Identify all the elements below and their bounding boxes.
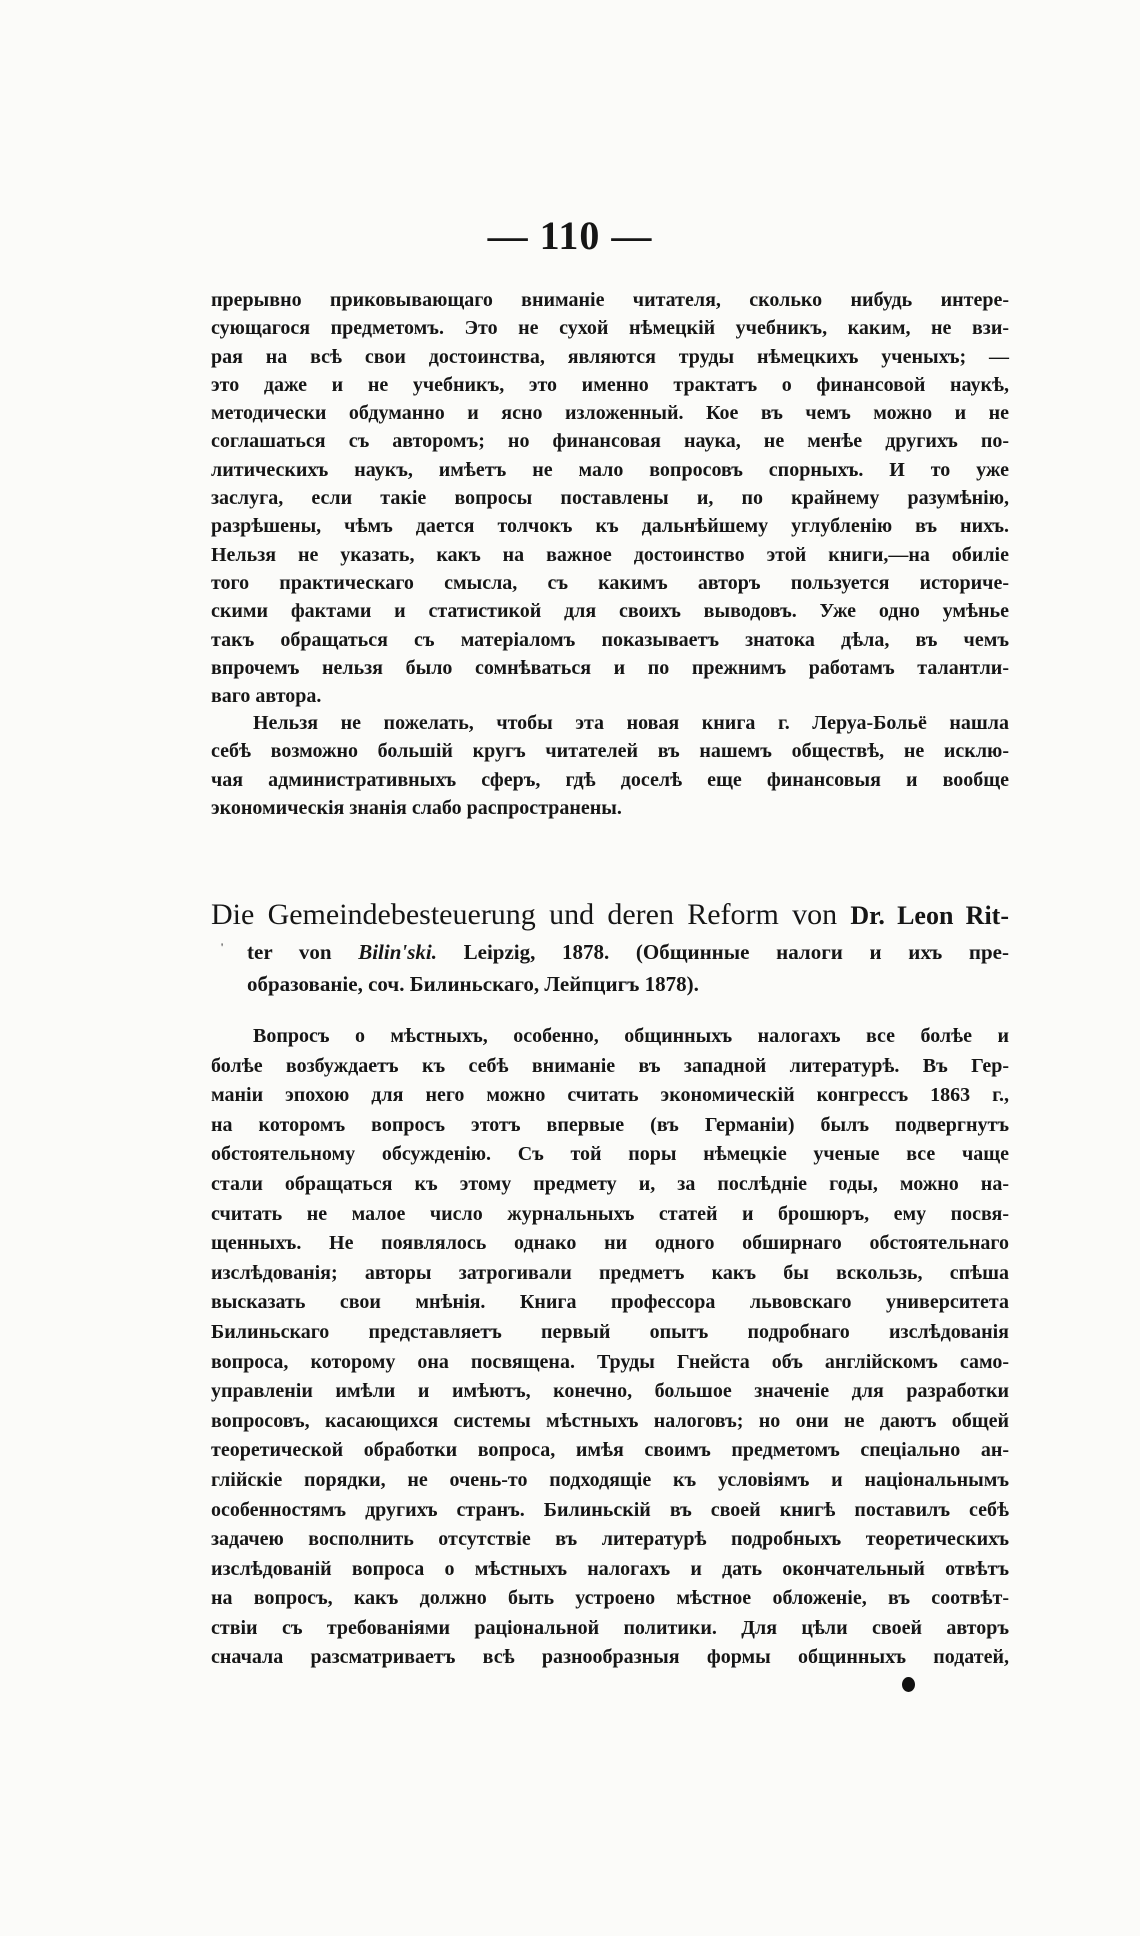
text-line: изслѣдованій вопроса о мѣстныхъ налогахъ и дать окончательный отвѣтъ bbox=[211, 1557, 1009, 1580]
text-line: ствіи съ требованіями раціональной политики. Для цѣли своей авторъ bbox=[211, 1616, 1009, 1639]
text-line: впрочемъ нельзя было сомнѣваться и по прежнимъ работамъ талантли- bbox=[211, 656, 1009, 679]
text-line: ваго автора. bbox=[211, 685, 322, 708]
text-line: теоретической обработки вопроса, имѣя своимъ предметомъ спеціально ан- bbox=[211, 1439, 1009, 1462]
text-line: маніи эпохою для него можно считать экономическій конгрессъ 1863 г., bbox=[211, 1084, 1009, 1107]
text-line: того практическаго смысла, съ какимъ авторъ пользуется историче- bbox=[211, 571, 1009, 594]
text-line: глійскіе порядки, не очень-то подходящіе къ условіямъ и національнымъ bbox=[211, 1468, 1009, 1491]
text-line: Нельзя не указать, какъ на важное достоинство этой книги,—на обиліе bbox=[211, 543, 1009, 566]
margin-mark: ' bbox=[221, 940, 224, 954]
text-line: болѣе возбуждаетъ къ себѣ вниманіе въ западной литературѣ. Въ Гер- bbox=[211, 1054, 1009, 1077]
heading-author-prefix: Dr. Leon Rit- bbox=[850, 901, 1010, 930]
text-line: особенностямъ другихъ странъ. Билиньскій въ своей книгѣ поставилъ себѣ bbox=[211, 1498, 1009, 1521]
text-line: Билиньскаго представляетъ первый опытъ подробнаго изслѣдованія bbox=[211, 1320, 1009, 1343]
text-line: такъ обращаться съ матеріаломъ показываетъ знатока дѣла, въ чемъ bbox=[211, 628, 1009, 651]
text-line: литическихъ наукъ, имѣетъ не мало вопросовъ спорныхъ. И то уже bbox=[211, 458, 1009, 481]
text-line: щенныхъ. Не появлялось однако ни одного обширнаго обстоятельнаго bbox=[211, 1232, 1009, 1255]
text-line: высказать свои мнѣнія. Книга профессора львовскаго университета bbox=[211, 1291, 1009, 1314]
text-line: сующагося предметомъ. Это не сухой нѣмецкій учебникъ, каким, не взи- bbox=[211, 317, 1009, 340]
text-line: на которомъ вопросъ этотъ впервые (въ Германіи) былъ подвергнутъ bbox=[211, 1113, 1009, 1136]
heading-line-2 bbox=[211, 936, 1009, 968]
text-line: методически обдуманно и ясно изложенный. Кое въ чемъ можно и не bbox=[211, 402, 1009, 425]
text-line: вопросовъ, касающихся системы мѣстныхъ налоговъ; но они не даютъ общей bbox=[211, 1409, 1009, 1432]
page-number: — 110 — bbox=[487, 213, 653, 258]
text-line: разрѣшены, чѣмъ дается толчокъ къ дальнѣйшему углубленію въ нихъ. bbox=[211, 515, 1009, 538]
heading-line-3: образованіе, соч. Билиньскаго, Лейпцигъ 1878). bbox=[247, 972, 699, 996]
ink-dot bbox=[902, 1677, 915, 1692]
text-line: Нельзя не пожелать, чтобы эта новая книга г. Леруа-Больё нашла bbox=[253, 712, 1009, 734]
text-line: управленіи имѣли и имѣютъ, конечно, большое значеніе для разработки bbox=[211, 1380, 1009, 1403]
text-line: вопроса, которому она посвящена. Труды Гнейста объ англійскомъ само- bbox=[211, 1350, 1009, 1373]
text-line: задачею восполнить отсутствіе въ литературѣ подробныхъ теоретическихъ bbox=[211, 1528, 1009, 1551]
text-line: считать не малое число журнальныхъ статей и брошюръ, ему посвя- bbox=[211, 1202, 1009, 1225]
paragraph-wish bbox=[211, 709, 1009, 822]
text-line: это даже и не учебникъ, это именно трактатъ о финансовой наукѣ, bbox=[211, 373, 1009, 396]
heading-von: von bbox=[792, 898, 838, 931]
book-title-german: Die Gemeindebesteuerung und deren Reform bbox=[211, 898, 779, 931]
text-line: прерывно приковывающаго вниманіе читателя, сколько нибудь интере- bbox=[211, 289, 1009, 311]
text-line: обстоятельному обсужденію. Съ той поры нѣмецкіе ученые все чаще bbox=[211, 1143, 1009, 1166]
text-line: скими фактами и статистикой для своихъ выводовъ. Уже одно умѣнье bbox=[211, 600, 1009, 623]
text-line: стали обращаться къ этому предмету и, за послѣдніе годы, можно на- bbox=[211, 1172, 1009, 1195]
text-line: Вопросъ о мѣстныхъ, особенно, общинныхъ налогахъ все болѣе и bbox=[253, 1025, 1009, 1047]
text-line: сначала разсматриваетъ всѣ разнообразныя формы общинныхъ податей, bbox=[211, 1646, 1009, 1669]
text-line: соглашаться съ авторомъ; но финансовая наука, не менѣе другихъ по- bbox=[211, 430, 1009, 453]
text-line: чая административныхъ сферъ, гдѣ доселѣ еще финансовыя и вообще bbox=[211, 768, 1009, 791]
review-heading bbox=[211, 895, 1009, 1000]
heading-ter-von: ter von bbox=[247, 940, 332, 964]
review-body bbox=[211, 1022, 1009, 1673]
text-line: заслуга, если такіе вопросы поставлены и, по крайнему разумѣнію, bbox=[211, 487, 1009, 510]
heading-line-1 bbox=[211, 895, 1009, 936]
text-line: изслѣдованія; авторы затрогивали предметъ какъ бы вскользь, спѣша bbox=[211, 1261, 1009, 1284]
text-line: рая на всѣ свои достоинства, являются труды нѣмецкихъ ученыхъ; — bbox=[211, 345, 1009, 368]
paragraph-continued bbox=[211, 286, 1009, 710]
heading-place-year: Leipzig, 1878. (Общинные налоги и ихъ пре- bbox=[463, 940, 1009, 964]
heading-author-italic: Bilin'ski. bbox=[358, 940, 437, 964]
text-line: себѣ возможно большій кругъ читателей въ нашемъ обществѣ, не исклю- bbox=[211, 740, 1009, 763]
text-line: на вопросъ, какъ должно быть устроено мѣстное обложеніе, въ соотвѣт- bbox=[211, 1587, 1009, 1610]
text-line: экономическія знанія слабо распространены. bbox=[211, 796, 622, 819]
